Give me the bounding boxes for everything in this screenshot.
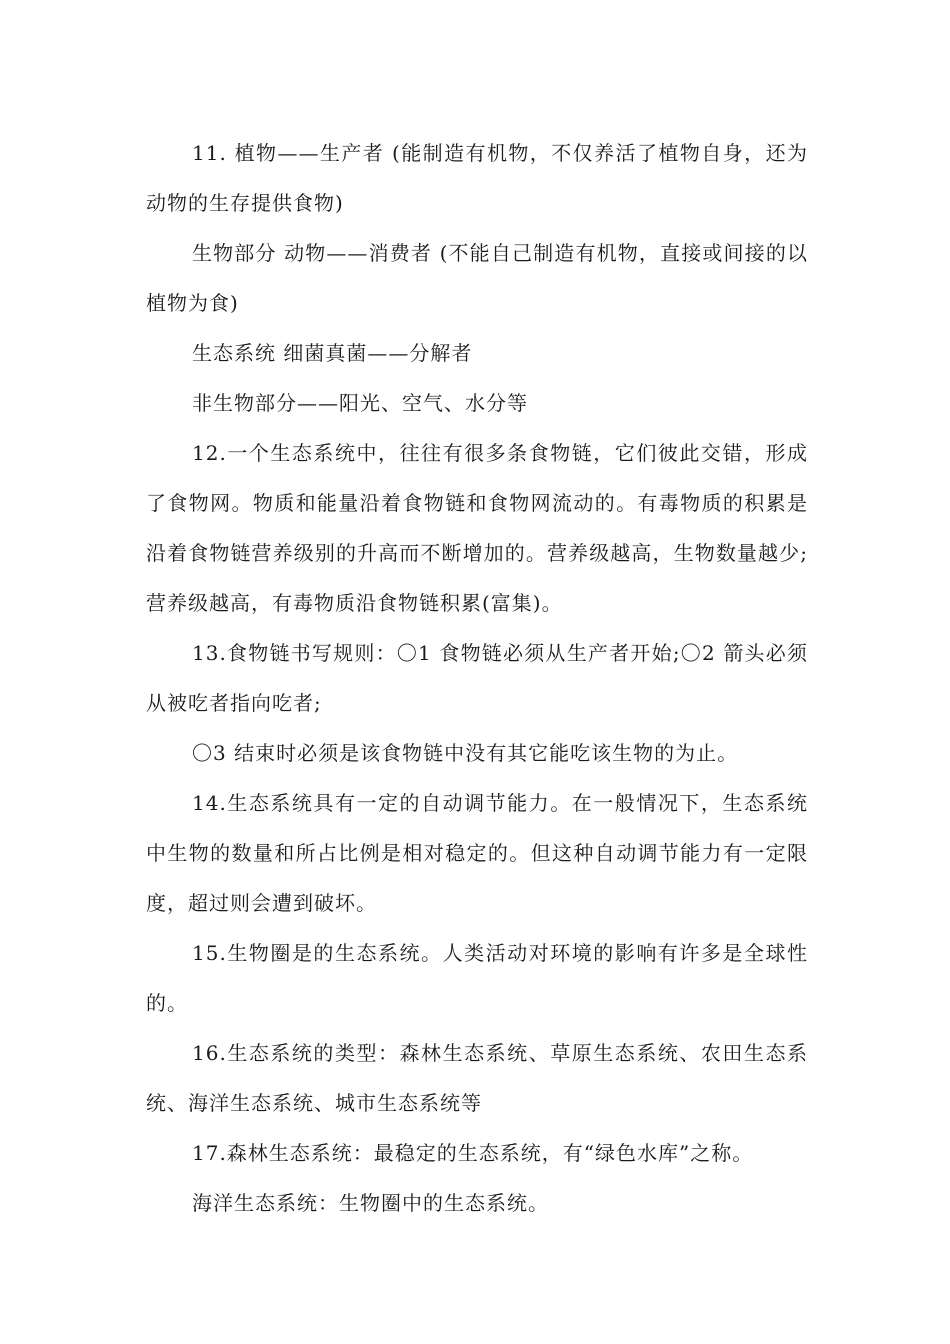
paragraph-13: 13.食物链书写规则：〇1 食物链必须从生产者开始;〇2 箭头必须从被吃者指向吃者; xyxy=(146,641,808,715)
paragraph-11: 11. 植物——生产者 (能制造有机物，不仅养活了植物自身，还为动物的生存提供食物) xyxy=(146,141,808,215)
paragraph-decomposers: 生态系统 细菌真菌——分解者 xyxy=(192,341,473,365)
paragraph-17: 17.森林生态系统：最稳定的生态系统，有“绿色水库”之称。 xyxy=(192,1141,754,1165)
paragraph-abiotic: 非生物部分——阳光、空气、水分等 xyxy=(192,391,528,415)
paragraph-12: 12.一个生态系统中，往往有很多条食物链，它们彼此交错，形成了食物网。物质和能量沿着食物链和食物网流动的。有毒物质的积累是沿着食物链营养级别的升高而不断增加的。营养级越高，生物数量越少;营养级越高，有毒物质沿食物链积累(富集)。 xyxy=(146,441,808,615)
paragraph-13-rule-3: 〇3 结束时必须是该食物链中没有其它能吃该生物的为止。 xyxy=(192,741,739,765)
paragraph-animals-consumers: 生物部分 动物——消费者 (不能自己制造有机物，直接或间接的以植物为食) xyxy=(146,241,808,315)
document-body xyxy=(146,128,808,1228)
paragraph-ocean-ecosystem: 海洋生态系统：生物圈中的生态系统。 xyxy=(192,1191,549,1215)
paragraph-15: 15.生物圈是的生态系统。人类活动对环境的影响有许多是全球性的。 xyxy=(146,941,808,1015)
paragraph-16: 16.生态系统的类型：森林生态系统、草原生态系统、农田生态系统、海洋生态系统、城市生态系统等 xyxy=(146,1041,808,1115)
paragraph-14: 14.生态系统具有一定的自动调节能力。在一般情况下，生态系统中生物的数量和所占比例是相对稳定的。但这种自动调节能力有一定限度，超过则会遭到破坏。 xyxy=(146,791,808,915)
